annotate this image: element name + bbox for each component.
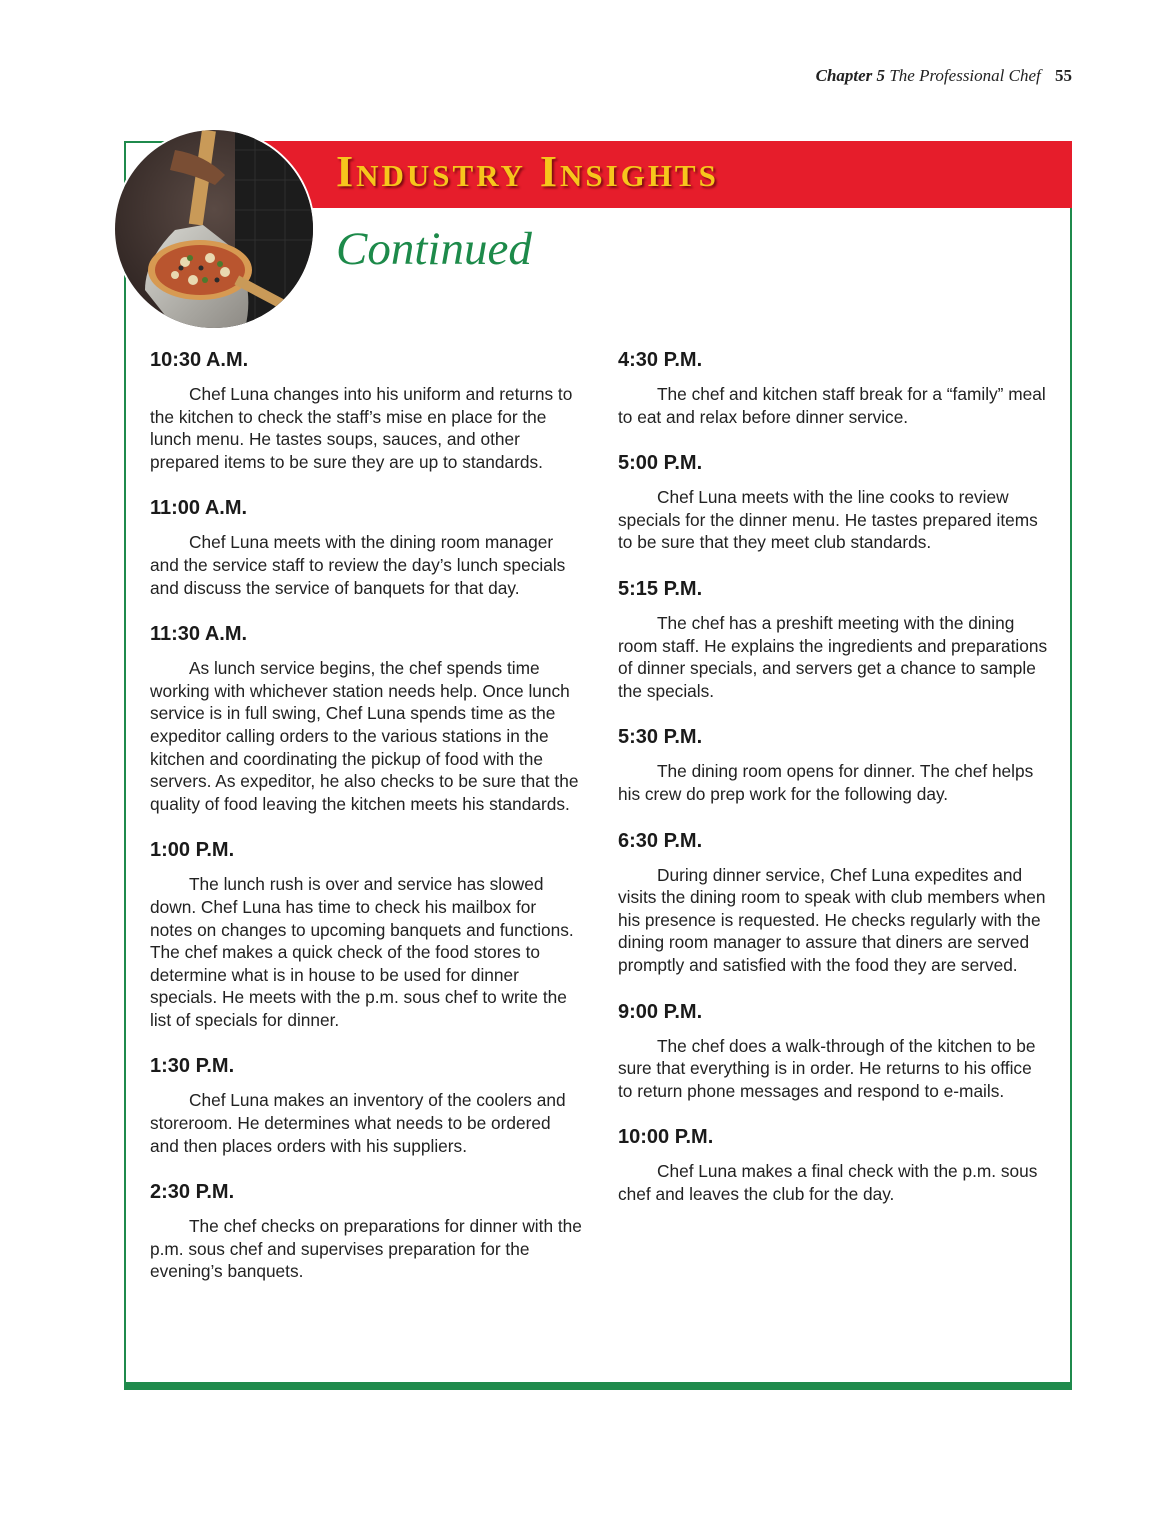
entry-text: Chef Luna makes an inventory of the coolers and storeroom. He determines what needs to be ordered and then places orders with his suppliers. — [150, 1090, 566, 1156]
entry-text: The chef has a preshift meeting with the dining room staff. He explains the ingredients and preparations of dinner specials, and servers get a chance to sample the specials. — [618, 612, 1048, 701]
entry-text: Chef Luna makes a final check with the p.m. sous chef and leaves the club for the day. — [618, 1161, 1038, 1204]
schedule-entry — [618, 827, 1050, 977]
pizza-peel-illustration — [115, 130, 313, 328]
entry-text: As lunch service begins, the chef spends time working with whichever station needs help. Once lunch service is in full swing, Chef Luna spends time as the expeditor calling orders to the various stations in the kitchen and coordinating the pickup of food with the servers. As expeditor, he also checks to be sure that the quality of food leaving the kitchen meets his standards. — [150, 658, 579, 814]
entry-time: 4:30 P.M. — [618, 349, 703, 371]
schedule-entry — [150, 836, 582, 1031]
entry-text: The chef and kitchen staff break for a “family” meal to eat and relax before dinner service. — [618, 384, 1046, 427]
entry-text: Chef Luna meets with the dining room manager and the service staff to review the day’s lunch specials and discuss the service of banquets for that day. — [150, 532, 566, 598]
schedule-entry — [618, 998, 1050, 1103]
schedule-entry — [150, 346, 582, 473]
entry-text: The chef checks on preparations for dinner with the p.m. sous chef and supervises preparation for the evening’s banquets. — [150, 1216, 582, 1282]
schedule-entry — [618, 723, 1050, 805]
entry-time: 1:30 P.M. — [150, 1055, 235, 1078]
schedule-entry — [618, 1123, 1050, 1205]
feature-title: Industry Insights — [336, 147, 719, 196]
schedule-entry — [150, 1052, 582, 1157]
entry-time: 6:30 P.M. — [618, 829, 703, 852]
schedule-entry — [618, 449, 1050, 554]
right-column — [618, 346, 1050, 1226]
schedule-entry — [150, 1178, 582, 1283]
entry-text: The dining room opens for dinner. The chef helps his crew do prep work for the following day. — [618, 761, 1034, 804]
feature-subtitle: Continued — [336, 223, 532, 275]
schedule-entry — [150, 620, 582, 815]
entry-text: Chef Luna changes into his uniform and returns to the kitchen to check the staff’s mise en place for the lunch menu. He tastes soups, sauces, and other prepared items to be sure they are up to standards. — [150, 384, 573, 472]
entry-time: 11:00 A.M. — [150, 497, 248, 520]
entry-text: The chef does a walk-through of the kitchen to be sure that everything is in order. He returns to his office to return phone messages and respond to e-mails. — [618, 1035, 1036, 1101]
entry-time: 1:00 P.M. — [150, 839, 235, 862]
entry-text: During dinner service, Chef Luna expedites and visits the dining room to speak with club members when his presence is requested. He checks regularly with the dining room manager to assure that diners are served promptly and satisfied with the food they are served. — [618, 864, 1046, 975]
entry-time: 10:30 A.M. — [150, 349, 249, 371]
page-number: 55 — [1055, 66, 1072, 85]
schedule-entry — [150, 494, 582, 599]
left-column — [150, 346, 582, 1304]
entry-text: Chef Luna meets with the line cooks to review specials for the dinner menu. He tastes prepared items to be sure that they meet club standards. — [618, 487, 1038, 553]
entry-text: The lunch rush is over and service has slowed down. Chef Luna has time to check his mailbox for notes on changes to upcoming banquets and functions. The chef makes a quick check of the food stores to determine what is in house to be used for dinner specials. He meets with the p.m. sous chef to write the list of specials for dinner. — [150, 874, 574, 1030]
schedule-entry — [618, 575, 1050, 702]
chapter-title: The Professional Chef — [889, 66, 1041, 85]
entry-time: 5:00 P.M. — [618, 452, 703, 475]
entry-time: 9:00 P.M. — [618, 1000, 703, 1023]
entry-time: 11:30 A.M. — [150, 623, 248, 646]
entry-time: 5:15 P.M. — [618, 577, 703, 600]
running-head — [816, 66, 1072, 86]
entry-time: 5:30 P.M. — [618, 726, 703, 749]
chapter-label: Chapter 5 — [815, 66, 886, 85]
pizza-peel-photo — [113, 128, 315, 330]
entry-time: 10:00 P.M. — [618, 1126, 714, 1149]
schedule-entry — [618, 346, 1050, 428]
bottom-rule — [124, 1384, 1072, 1390]
entry-time: 2:30 P.M. — [150, 1181, 235, 1204]
